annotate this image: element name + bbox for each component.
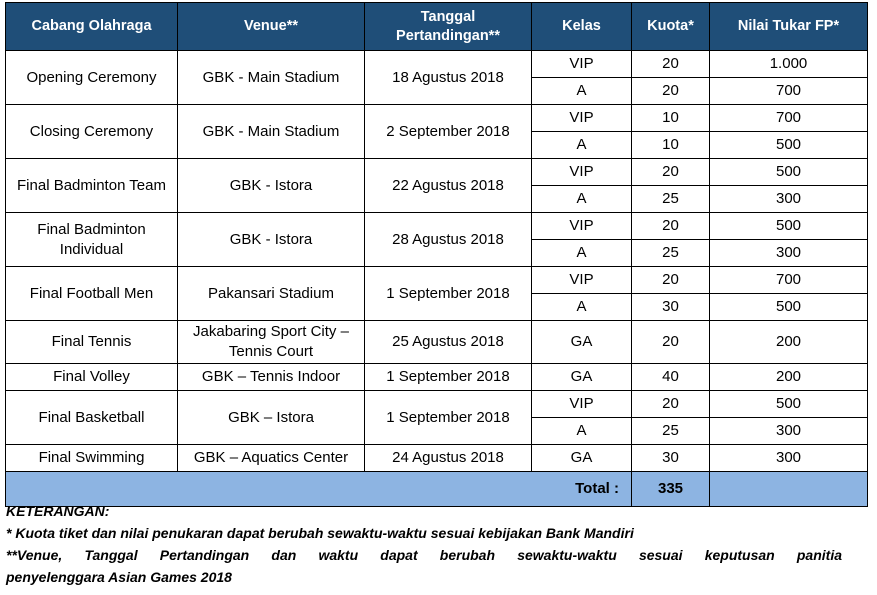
date-cell: 18 Agustus 2018 xyxy=(365,51,532,105)
sport-cell: Final Basketball xyxy=(6,391,178,445)
header-quota: Kuota* xyxy=(632,3,710,51)
quota-cell: 10 xyxy=(632,132,710,159)
fp-cell: 300 xyxy=(710,240,868,267)
total-label: Total : xyxy=(6,472,632,507)
quota-cell: 20 xyxy=(632,213,710,240)
quota-cell: 25 xyxy=(632,240,710,267)
class-cell: VIP xyxy=(532,159,632,186)
sport-cell: Final Swimming xyxy=(6,445,178,472)
sport-cell: Final Tennis xyxy=(6,321,178,364)
header-sport: Cabang Olahraga xyxy=(6,3,178,51)
venue-cell: GBK – Istora xyxy=(178,391,365,445)
table-row xyxy=(6,105,868,132)
date-cell: 1 September 2018 xyxy=(365,267,532,321)
fp-cell: 500 xyxy=(710,391,868,418)
fp-cell: 200 xyxy=(710,321,868,364)
date-cell: 1 September 2018 xyxy=(365,364,532,391)
quota-cell: 20 xyxy=(632,159,710,186)
ticket-table xyxy=(5,2,868,507)
date-cell: 2 September 2018 xyxy=(365,105,532,159)
class-cell: GA xyxy=(532,445,632,472)
class-cell: A xyxy=(532,418,632,445)
fp-cell: 700 xyxy=(710,78,868,105)
class-cell: GA xyxy=(532,321,632,364)
venue-cell: Pakansari Stadium xyxy=(178,267,365,321)
quota-cell: 20 xyxy=(632,321,710,364)
fp-cell: 500 xyxy=(710,213,868,240)
quota-cell: 40 xyxy=(632,364,710,391)
fp-cell: 1.000 xyxy=(710,51,868,78)
header-date: Tanggal Pertandingan** xyxy=(365,3,532,51)
header-row xyxy=(6,3,868,51)
date-cell: 22 Agustus 2018 xyxy=(365,159,532,213)
venue-cell: GBK - Main Stadium xyxy=(178,51,365,105)
class-cell: VIP xyxy=(532,105,632,132)
table-row xyxy=(6,445,868,472)
table-row xyxy=(6,321,868,364)
venue-cell: Jakabaring Sport City – Tennis Court xyxy=(178,321,365,364)
venue-cell: GBK - Istora xyxy=(178,213,365,267)
class-cell: A xyxy=(532,186,632,213)
quota-cell: 20 xyxy=(632,51,710,78)
class-cell: VIP xyxy=(532,51,632,78)
fp-cell: 500 xyxy=(710,132,868,159)
class-cell: A xyxy=(532,132,632,159)
notes-heading: KETERANGAN: xyxy=(6,503,110,519)
sport-cell: Opening Ceremony xyxy=(6,51,178,105)
quota-cell: 20 xyxy=(632,267,710,294)
table-row xyxy=(6,51,868,78)
class-cell: VIP xyxy=(532,391,632,418)
fp-cell: 700 xyxy=(710,267,868,294)
fp-cell: 500 xyxy=(710,294,868,321)
sport-cell: Final Volley xyxy=(6,364,178,391)
note-venue-line1: **Venue, Tanggal Pertandingan dan waktu dapat berubah sewaktu-waktu sesuai keputusan panitia xyxy=(6,547,842,563)
quota-cell: 30 xyxy=(632,445,710,472)
notes xyxy=(6,500,842,588)
venue-cell: GBK – Tennis Indoor xyxy=(178,364,365,391)
sport-cell: Closing Ceremony xyxy=(6,105,178,159)
date-cell: 28 Agustus 2018 xyxy=(365,213,532,267)
class-cell: A xyxy=(532,240,632,267)
table-row xyxy=(6,364,868,391)
quota-cell: 10 xyxy=(632,105,710,132)
fp-cell: 700 xyxy=(710,105,868,132)
header-class: Kelas xyxy=(532,3,632,51)
quota-cell: 25 xyxy=(632,186,710,213)
total-value: 335 xyxy=(632,472,710,507)
note-venue-line2: penyelenggara Asian Games 2018 xyxy=(6,569,232,585)
quota-cell: 20 xyxy=(632,78,710,105)
table-row xyxy=(6,213,868,240)
quota-cell: 20 xyxy=(632,391,710,418)
class-cell: VIP xyxy=(532,267,632,294)
quota-cell: 25 xyxy=(632,418,710,445)
table-row xyxy=(6,391,868,418)
fp-cell: 300 xyxy=(710,186,868,213)
date-cell: 24 Agustus 2018 xyxy=(365,445,532,472)
date-cell: 1 September 2018 xyxy=(365,391,532,445)
class-cell: VIP xyxy=(532,213,632,240)
table-row xyxy=(6,267,868,294)
fp-cell: 300 xyxy=(710,418,868,445)
date-cell: 25 Agustus 2018 xyxy=(365,321,532,364)
fp-cell: 200 xyxy=(710,364,868,391)
sport-cell: Final Football Men xyxy=(6,267,178,321)
note-quota: * Kuota tiket dan nilai penukaran dapat berubah sewaktu-waktu sesuai kebijakan Bank Mandiri xyxy=(6,525,634,541)
table-row xyxy=(6,159,868,186)
sport-cell: Final Badminton Team xyxy=(6,159,178,213)
fp-cell: 500 xyxy=(710,159,868,186)
venue-cell: GBK - Main Stadium xyxy=(178,105,365,159)
header-fp: Nilai Tukar FP* xyxy=(710,3,868,51)
venue-cell: GBK – Aquatics Center xyxy=(178,445,365,472)
sport-cell: Final Badminton Individual xyxy=(6,213,178,267)
venue-cell: GBK - Istora xyxy=(178,159,365,213)
header-venue: Venue** xyxy=(178,3,365,51)
class-cell: GA xyxy=(532,364,632,391)
table-body xyxy=(6,51,868,472)
quota-cell: 30 xyxy=(632,294,710,321)
fp-cell: 300 xyxy=(710,445,868,472)
class-cell: A xyxy=(532,78,632,105)
class-cell: A xyxy=(532,294,632,321)
